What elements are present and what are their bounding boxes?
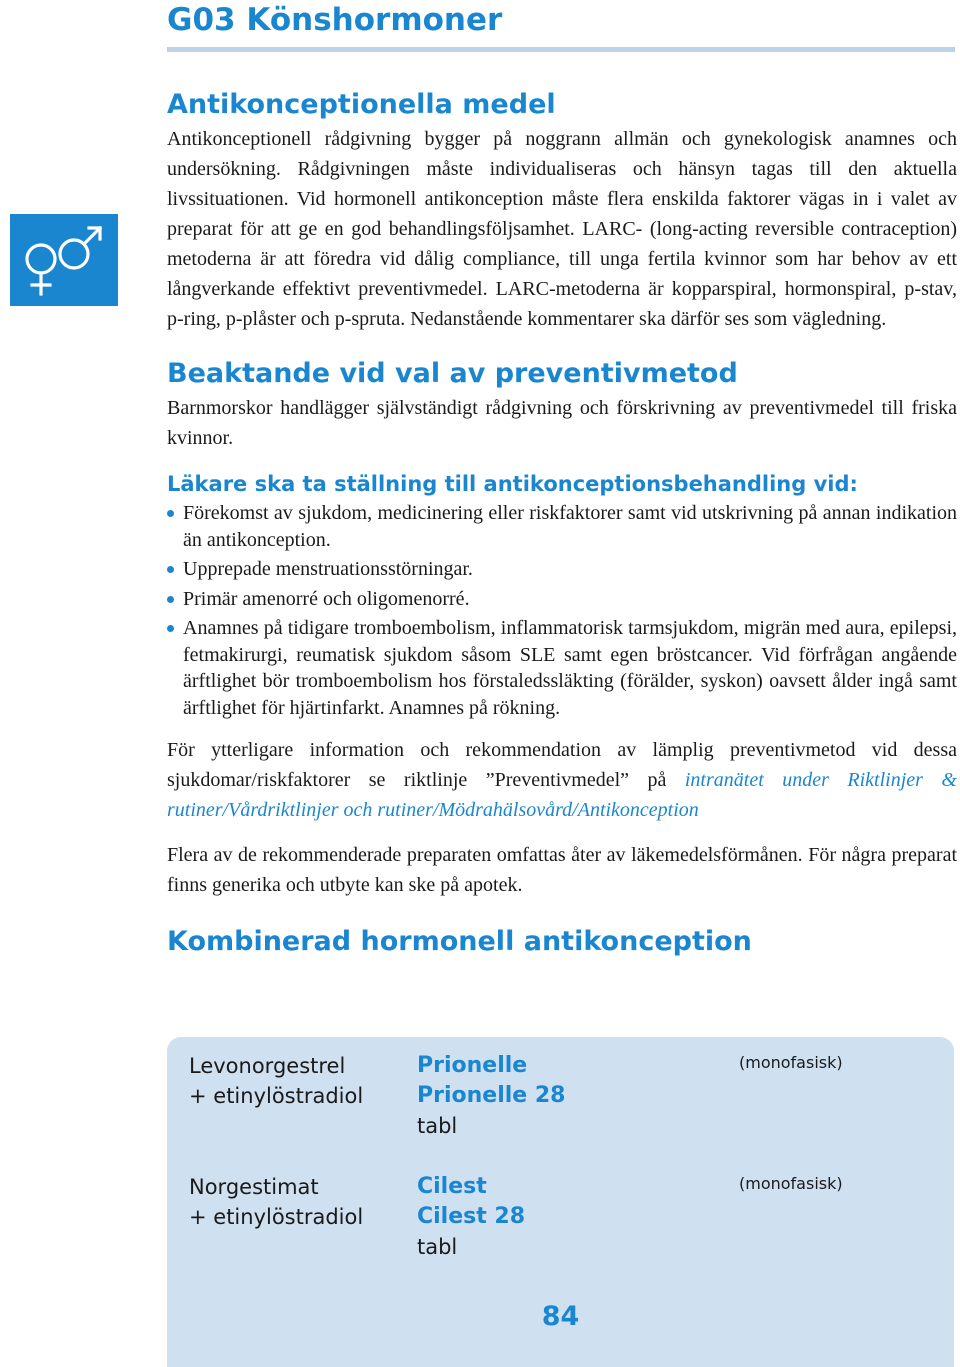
section-heading: Antikonceptionella medel bbox=[167, 89, 556, 120]
drug-form: tabl bbox=[417, 1114, 458, 1138]
female-male-symbol-svg bbox=[10, 214, 118, 306]
list-item: Anamnes på tidigare tromboembolism, inflammatorisk tarmsjukdom, migrän med aura, epilepsi, fetmakirurgi, reumatisk sjukdom såsom SLE samt egen bröstcancer. Vid förfrågan angående ärftlighet bör tromboembolism hos förstaledssläkting (förälder, syskon) oavsett ålder ingå samt ärftlighet för hjärtinfarkt. Anamnes på rökning. bbox=[167, 615, 957, 721]
section-heading-kombinerad: Kombinerad hormonell antikonception bbox=[167, 926, 752, 957]
section-heading: Beaktande vid val av preventivmetod bbox=[167, 358, 738, 389]
section-lakare bbox=[167, 468, 957, 721]
drug-name: Cilest 28 bbox=[417, 1204, 526, 1229]
title-rule bbox=[167, 47, 955, 52]
drug-name: Prionelle 28 bbox=[417, 1083, 566, 1108]
section-paragraph: Barnmorskor handlägger självständigt rådgivning och förskrivning av preventivmedel till friska kvinnor. bbox=[167, 397, 957, 449]
list-item: Förekomst av sjukdom, medicinering eller riskfaktorer samt vid utskrivning på annan indikation än antikonception. bbox=[167, 500, 957, 553]
info-text: För ytterligare information och rekommendation av lämplig preventivmetod vid dessa sjukdomar/riskfaktorer se riktlinje ”Preventivmedel” på bbox=[167, 739, 957, 791]
section-beaktande bbox=[167, 355, 957, 453]
intranet-link[interactable]: intranätet under Riktlinjer & rutiner/Vårdriktlinjer och rutiner/Mödrahälsovård/Antikonception bbox=[167, 769, 957, 821]
page-number: 84 bbox=[541, 1301, 580, 1332]
bullet-list bbox=[167, 500, 957, 721]
flera-paragraph: Flera av de rekommenderade preparaten omfattas åter av läkemedelsförmånen. För några preparat finns generika och utbyte kan ske på apotek. bbox=[167, 844, 957, 896]
drug-products bbox=[417, 1051, 717, 1141]
drug-note: (monofasisk) bbox=[739, 1053, 843, 1072]
substance-line: Levonorgestrel bbox=[189, 1054, 346, 1078]
drug-name: Cilest bbox=[417, 1174, 487, 1199]
drug-substance bbox=[189, 1172, 399, 1232]
info-paragraph bbox=[167, 735, 957, 825]
female-male-symbol-icon bbox=[10, 214, 118, 306]
list-item: Primär amenorré och oligomenorré. bbox=[167, 586, 957, 613]
drug-form: tabl bbox=[417, 1235, 458, 1259]
drug-substance bbox=[189, 1051, 399, 1111]
list-item: Upprepade menstruationsstörningar. bbox=[167, 556, 957, 583]
substance-line: Norgestimat bbox=[189, 1175, 319, 1199]
main-content bbox=[167, 86, 957, 961]
drug-products bbox=[417, 1172, 717, 1262]
section-antikonceptionella-medel bbox=[167, 86, 957, 334]
drug-note: (monofasisk) bbox=[739, 1174, 843, 1193]
substance-line: + etinylöstradiol bbox=[189, 1084, 364, 1108]
substance-line: + etinylöstradiol bbox=[189, 1205, 364, 1229]
section-subheading: Läkare ska ta ställning till antikonceptionsbehandling vid: bbox=[167, 472, 858, 496]
drug-box bbox=[167, 1037, 954, 1367]
drug-name: Prionelle bbox=[417, 1053, 528, 1078]
section-paragraph: Antikonceptionell rådgivning bygger på noggrann allmän och gynekologisk anamnes och undersökning. Rådgivningen måste individualiseras och hänsyn tagas till den aktuella livssituationen. Vid hormonell antikonception måste flera enskilda faktorer vägas in i valet av preparat för att ge en god behandlingsföljsamhet. LARC- (long-acting reversible contraception) metoderna är att föredra vid dålig compliance, till unga fertila kvinnor som har behov av ett långverkande effektivt preventivmedel. LARC-metoderna är kopparspiral, hormonspiral, p-stav, p-ring, p-plåster och p-spruta. Nedanstående kommentarer ska därför ses som vägledning. bbox=[167, 128, 957, 330]
page-title: G03 Könshormoner bbox=[167, 2, 503, 38]
